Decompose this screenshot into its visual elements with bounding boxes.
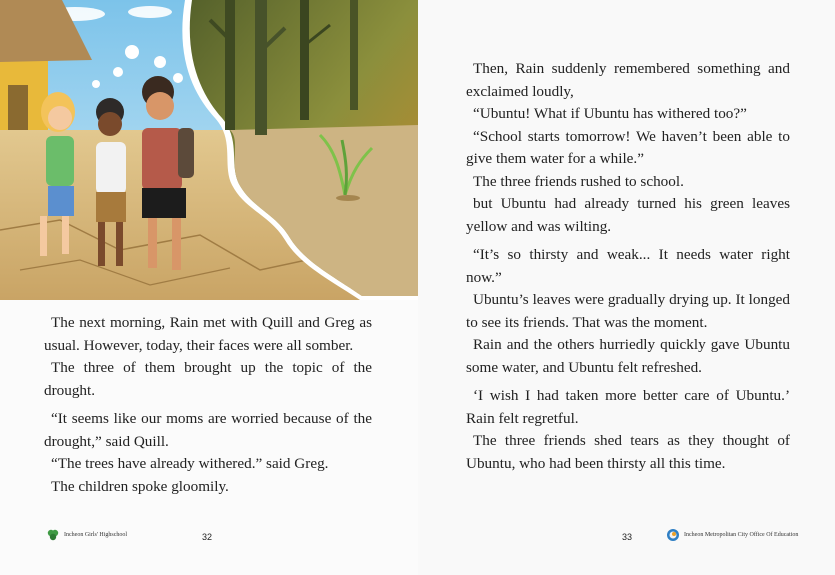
school-name: Incheon Girls' Highschool (64, 532, 128, 538)
right-page-text (466, 58, 790, 475)
right-paragraph: “Ubuntu! What if Ubuntu has withered too?” (473, 105, 747, 122)
drought-scene-image (0, 0, 418, 300)
right-footer (666, 528, 798, 542)
left-footer (46, 528, 127, 542)
right-paragraph: The three friends shed tears as they thought of Ubuntu, who had been thirsty all this time. (466, 432, 790, 472)
left-paragraph: The children spoke gloomily. (51, 477, 229, 495)
office-of-education-logo-icon (666, 528, 680, 542)
right-paragraph: “It’s so thirsty and weak... It needs water right now.” (466, 246, 790, 286)
right-paragraph: Rain and the others hurriedly quickly gave Ubuntu some water, and Ubuntu felt refreshed. (466, 336, 790, 376)
right-paragraph: ‘I wish I had taken more better care of Ubuntu.’ Rain felt regretful. (466, 387, 790, 427)
right-paragraph: Ubuntu’s leaves were gradually drying up. It longed to see its friends. That was the moment. (466, 291, 790, 331)
right-paragraph: The three friends rushed to school. (473, 172, 684, 190)
right-paragraph: “School starts tomorrow! We haven’t been able to give them water for a while.” (466, 127, 790, 167)
left-paragraph: The three of them brought up the topic of the drought. (44, 359, 372, 399)
right-paragraph: Then, Rain suddenly remembered something and exclaimed loudly, (466, 60, 790, 100)
left-paragraph: “The trees have already withered.” said Greg. (51, 455, 329, 472)
right-paragraph: but Ubuntu had already turned his green leaves yellow and was wilting. (466, 195, 790, 235)
story-illustration (0, 0, 418, 300)
left-paragraph: “It seems like our moms are worried because of the drought,” said Quill. (44, 410, 372, 450)
clover-logo-icon (46, 528, 60, 542)
page-number-left: 32 (202, 532, 213, 542)
page-number-right: 33 (622, 532, 633, 542)
left-page-text (44, 312, 372, 498)
office-name: Incheon Metropolitan City Office Of Education (684, 532, 799, 538)
left-paragraph: The next morning, Rain met with Quill and Greg as usual. However, today, their faces were all somber. (44, 314, 372, 354)
